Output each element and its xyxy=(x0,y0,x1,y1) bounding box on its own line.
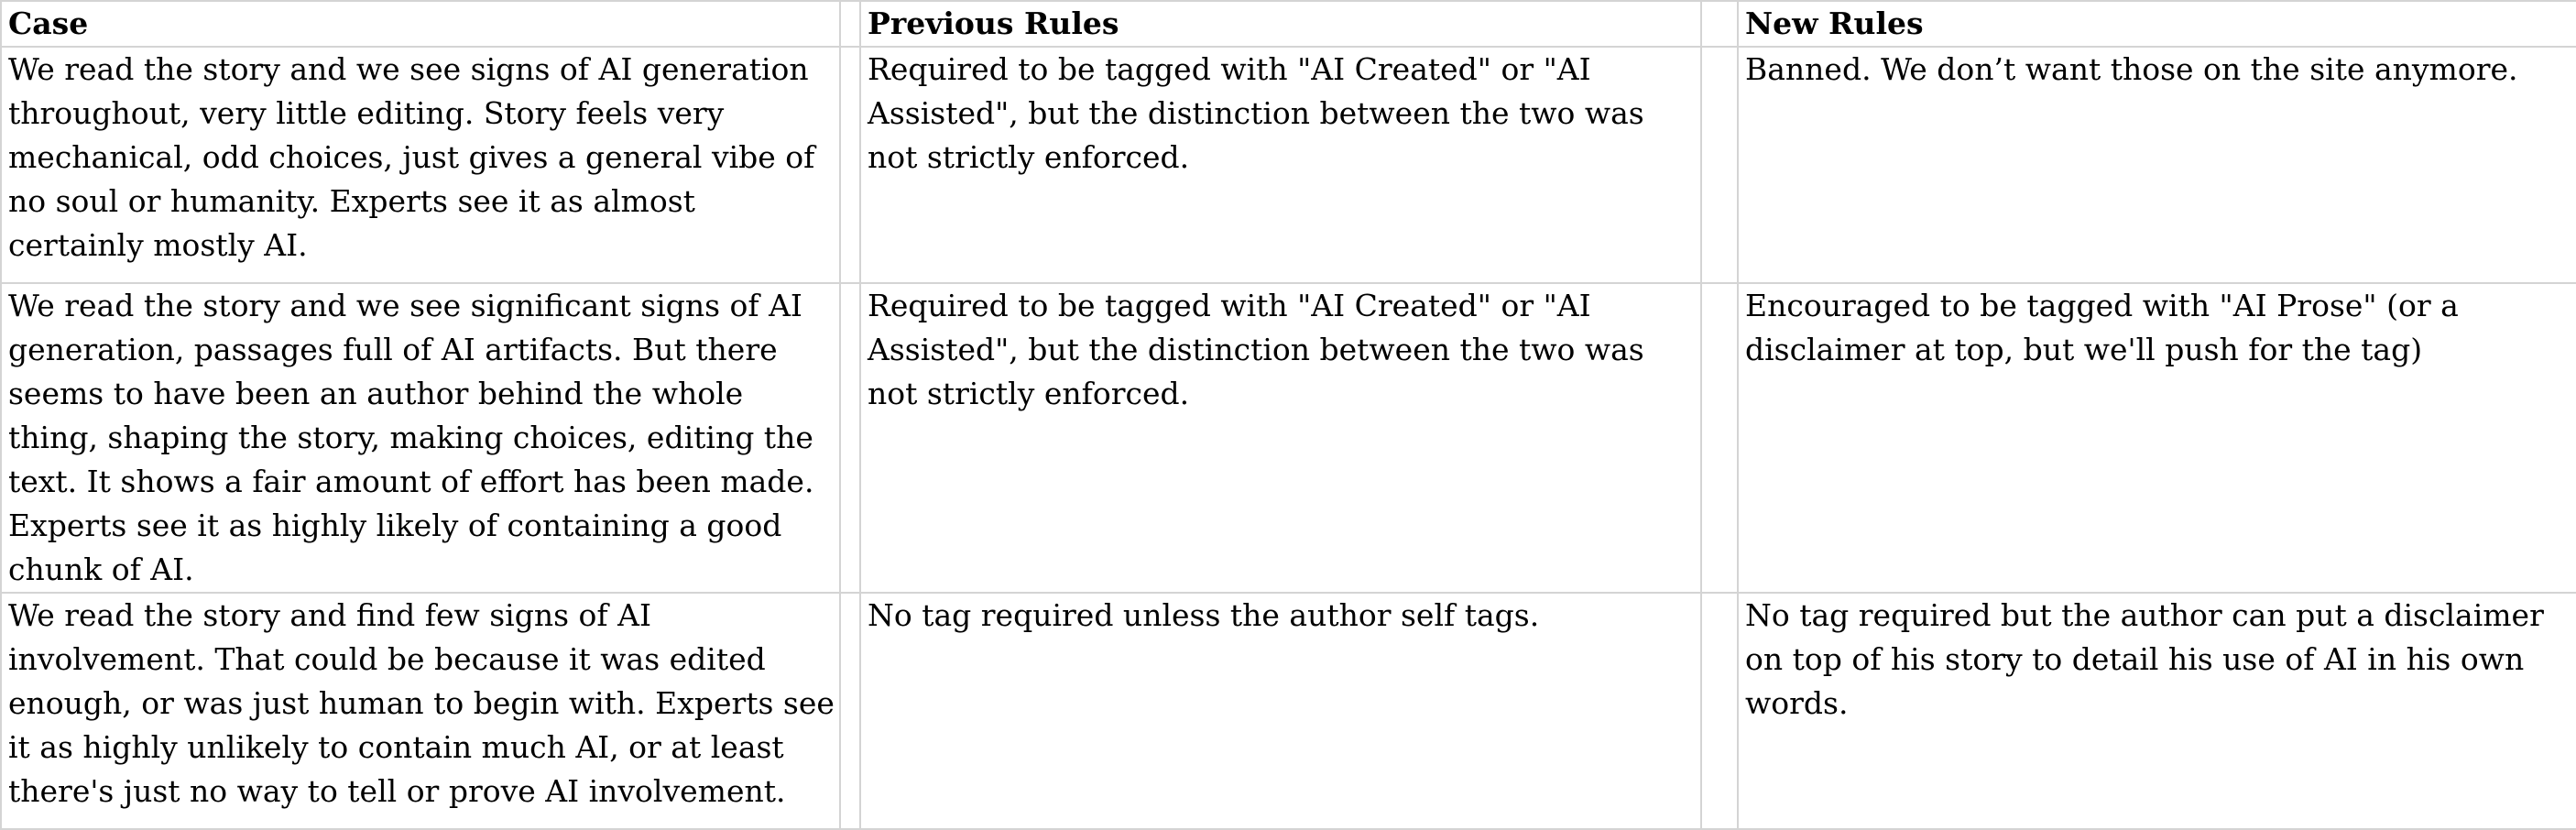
spacer-cell[interactable] xyxy=(1701,47,1738,283)
case-text: We read the story and find few signs of AI involvement. That could be because it was edited enough, or was just human to begin with. Experts see it as highly unlikely to contain much AI, or at least there's just no way to tell or prove AI involvement. xyxy=(8,597,835,809)
new-rules-cell[interactable] xyxy=(1738,47,2576,283)
previous-rules-cell[interactable] xyxy=(860,47,1701,283)
spacer-cell[interactable] xyxy=(1701,1,1738,47)
spacer-cell[interactable] xyxy=(840,1,860,47)
new-rules-cell[interactable] xyxy=(1738,283,2576,593)
previous-rules-text: Required to be tagged with "AI Created" or "AI Assisted", but the distinction between the two was not strictly enforced. xyxy=(868,288,1644,411)
previous-rules-cell[interactable] xyxy=(860,593,1701,829)
new-rules-cell[interactable] xyxy=(1738,593,2576,829)
spacer-cell[interactable] xyxy=(1701,283,1738,593)
previous-rules-text: No tag required unless the author self tags. xyxy=(868,597,1540,633)
header-case-label: Case xyxy=(8,5,89,41)
spacer-cell[interactable] xyxy=(840,47,860,283)
new-rules-text: Encouraged to be tagged with "AI Prose" (or a disclaimer at top, but we'll push for the tag) xyxy=(1745,288,2459,367)
previous-rules-cell[interactable] xyxy=(860,283,1701,593)
case-text: We read the story and we see signs of AI generation throughout, very little editing. Story feels very mechanical, odd choices, just gives a general vibe of no soul or humanity. Experts see it as almost certainly mostly AI. xyxy=(8,51,815,263)
header-row xyxy=(1,1,2576,47)
header-new-rules[interactable] xyxy=(1738,1,2576,47)
case-cell[interactable] xyxy=(1,283,840,593)
table-row xyxy=(1,283,2576,593)
previous-rules-text: Required to be tagged with "AI Created" or "AI Assisted", but the distinction between the two was not strictly enforced. xyxy=(868,51,1644,175)
case-text: We read the story and we see significant signs of AI generation, passages full of AI artifacts. But there seems to have been an author behind the whole thing, shaping the story, making choices, editing the text. It shows a fair amount of effort has been made. Experts see it as highly likely of containing a good chunk of AI. xyxy=(8,288,814,587)
spacer-cell[interactable] xyxy=(1701,593,1738,829)
case-cell[interactable] xyxy=(1,593,840,829)
header-new-rules-label: New Rules xyxy=(1745,5,1924,41)
header-case[interactable] xyxy=(1,1,840,47)
new-rules-text: Banned. We don’t want those on the site anymore. xyxy=(1745,51,2518,87)
header-previous-rules[interactable] xyxy=(860,1,1701,47)
case-cell[interactable] xyxy=(1,47,840,283)
header-previous-rules-label: Previous Rules xyxy=(868,5,1119,41)
new-rules-text: No tag required but the author can put a disclaimer on top of his story to detail his use of AI in his own words. xyxy=(1745,597,2544,721)
table-row xyxy=(1,593,2576,829)
spacer-cell[interactable] xyxy=(840,283,860,593)
spacer-cell[interactable] xyxy=(840,593,860,829)
table-row xyxy=(1,47,2576,283)
